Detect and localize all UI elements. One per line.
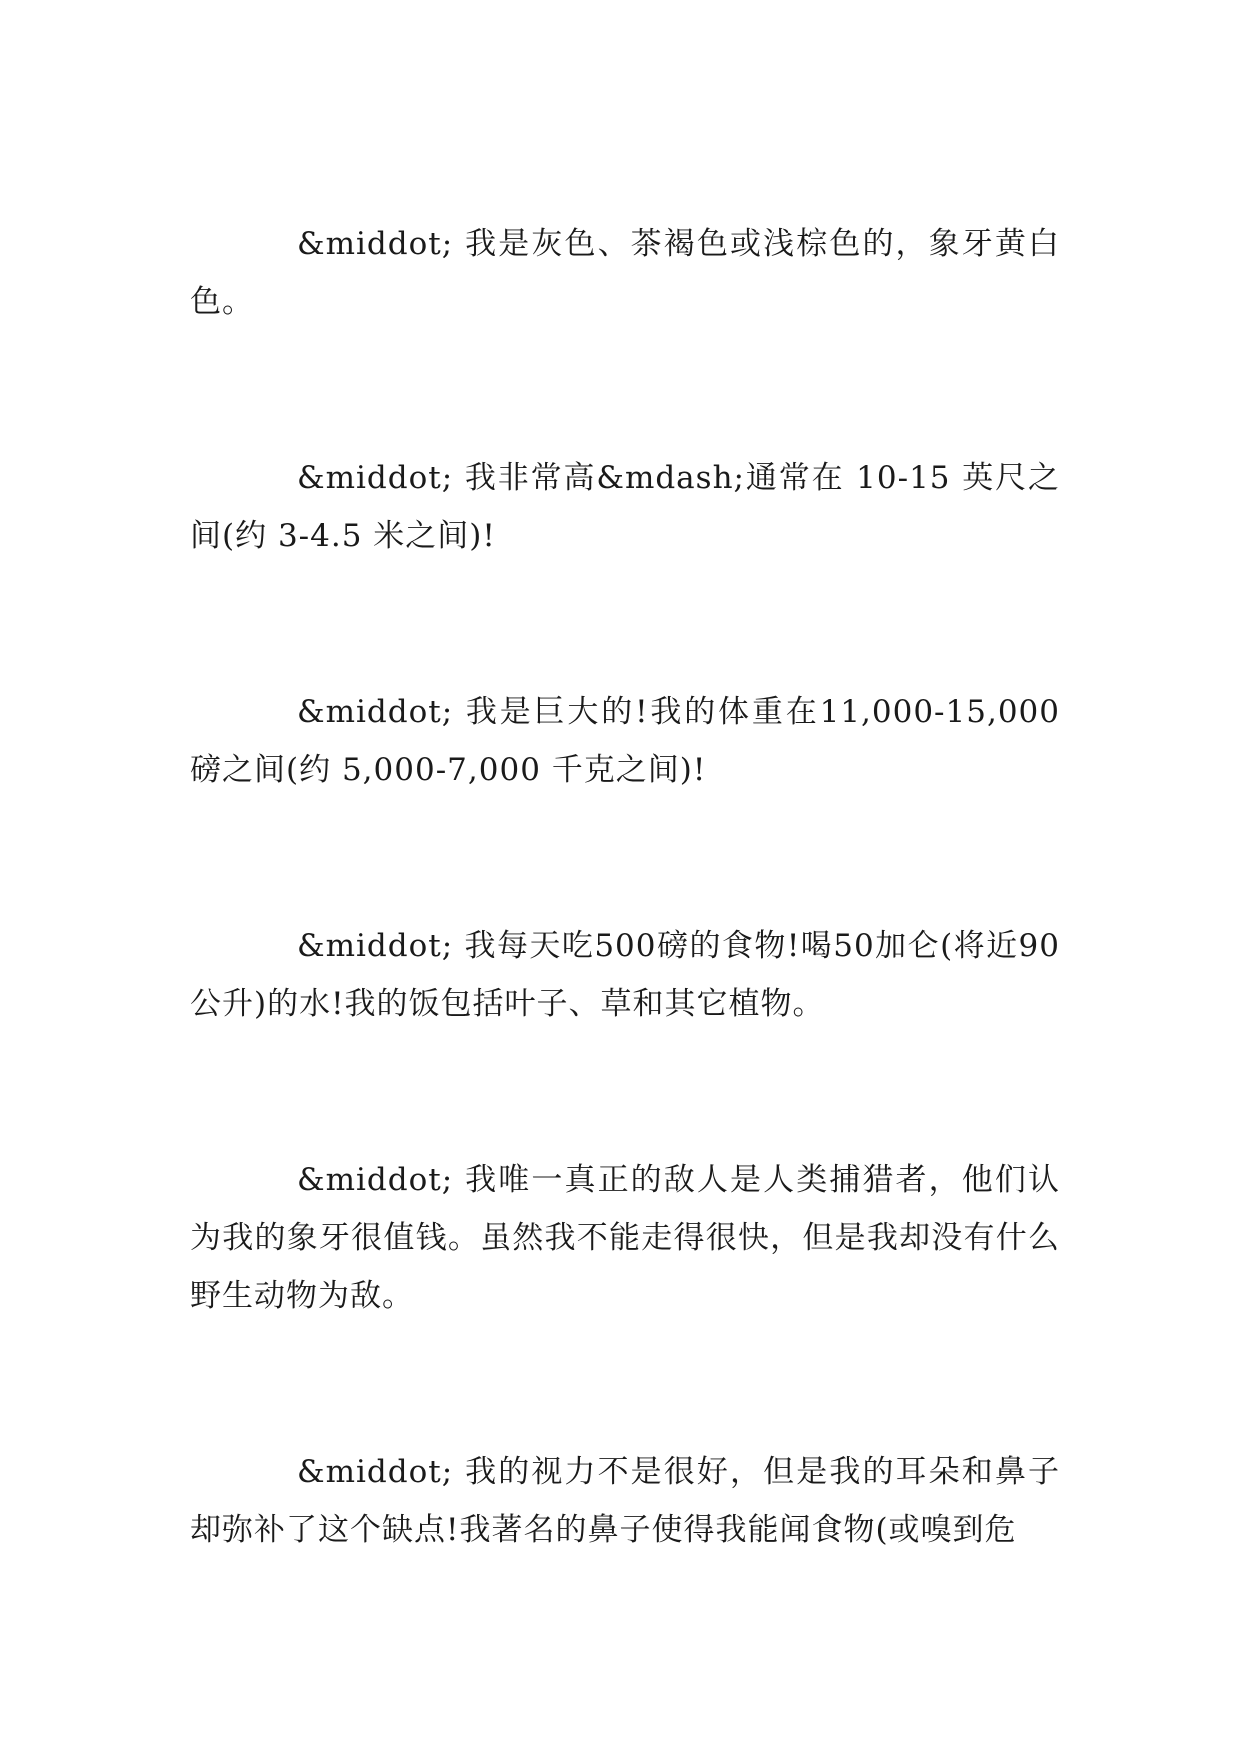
paragraph-senses: &middot; 我的视力不是很好，但是我的耳朵和鼻子却弥补了这个缺点!我著名的鼻子使得我能闻食物(或嗅到危: [190, 1454, 1060, 1548]
paragraph-color: &middot; 我是灰色、茶褐色或浅棕色的，象牙黄白色。: [190, 226, 1060, 320]
paragraph-weight: &middot; 我是巨大的!我的体重在11,000-15,000磅之间(约 5,000-7,000 千克之间)!: [190, 694, 1060, 788]
paragraph-height: &middot; 我非常高&mdash;通常在 10-15 英尺之间(约 3-4.5 米之间)!: [190, 460, 1060, 554]
paragraph-enemies: &middot; 我唯一真正的敌人是人类捕猎者，他们认为我的象牙很值钱。虽然我不能走得很快，但是我却没有什么野生动物为敌。: [190, 1162, 1060, 1314]
paragraph-food: &middot; 我每天吃500磅的食物!喝50加仑(将近90公升)的水!我的饭包括叶子、草和其它植物。: [190, 928, 1060, 1022]
